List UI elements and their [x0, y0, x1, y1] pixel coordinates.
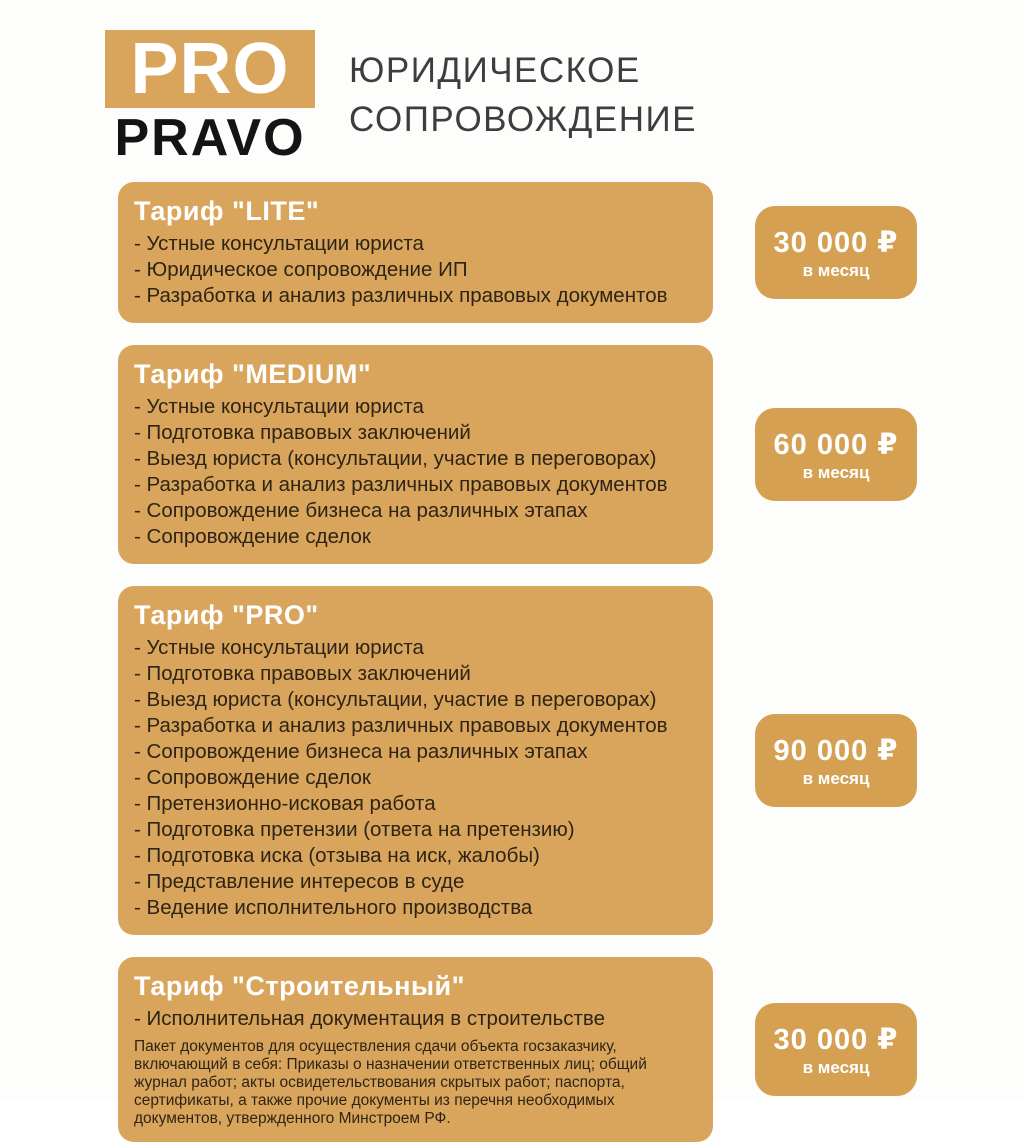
card-item: - Сопровождение сделок: [134, 766, 371, 789]
card-item: - Выезд юриста (консультации, участие в переговорах): [134, 447, 657, 470]
tariff-card-pro: [118, 586, 713, 935]
card-item: - Представление интересов в суде: [134, 870, 465, 893]
price-value: 30 000 ₽: [773, 226, 899, 259]
price-badge-stroitelny: [755, 1003, 917, 1096]
price-value: 30 000 ₽: [773, 1023, 899, 1056]
card-item: - Выезд юриста (консультации, участие в переговорах): [134, 688, 657, 711]
header: [0, 0, 1025, 167]
card-item: - Подготовка иска (отзыва на иск, жалобы): [134, 844, 540, 867]
tariff-card-stroitelny: [118, 957, 713, 1142]
logo: [105, 29, 315, 167]
page-title-line1: ЮРИДИЧЕСКОЕ: [349, 51, 641, 90]
price-period: в месяц: [802, 260, 870, 280]
card-title: Тариф "LITE": [134, 196, 320, 226]
card-item: - Разработка и анализ различных правовых документов: [134, 714, 668, 737]
card-item: - Сопровождение бизнеса на различных этапах: [134, 740, 588, 763]
card-item: - Юридическое сопровождение ИП: [134, 258, 468, 281]
card-item: - Устные консультации юриста: [134, 232, 424, 255]
card-note: Пакет документов для осуществления сдачи объекта госзаказчику, включающий в себя: Приказы о назначении ответственных лиц; общий журнал работ; акты освидетельствования скрытых работ; паспорта, сертификаты, а также прочие документы из перечня необходимых документов, утвержденного Минстроем РФ.: [134, 1038, 647, 1127]
tariff-row-pro: [118, 586, 1025, 935]
logo-name: PRAVO: [114, 109, 306, 167]
card-title: Тариф "Строительный": [134, 971, 465, 1001]
page-title-line2: СОПРОВОЖДЕНИЕ: [349, 100, 697, 139]
card-item: - Устные консультации юриста: [134, 395, 424, 418]
card-item: - Разработка и анализ различных правовых документов: [134, 473, 668, 496]
card-items: [134, 1006, 697, 1032]
tariff-card-medium: [118, 345, 713, 564]
price-period: в месяц: [802, 768, 870, 788]
card-items: [134, 231, 697, 309]
card-item: - Сопровождение бизнеса на различных этапах: [134, 499, 588, 522]
tariff-row-lite: [118, 182, 1025, 323]
card-item: - Сопровождение сделок: [134, 525, 371, 548]
card-item: - Разработка и анализ различных правовых документов: [134, 284, 668, 307]
card-item: - Подготовка правовых заключений: [134, 662, 471, 685]
card-title: Тариф "MEDIUM": [134, 359, 372, 389]
card-item: - Подготовка претензии (ответа на претензию): [134, 818, 575, 841]
logo-mark: PRO: [105, 30, 315, 108]
tariff-list: [0, 164, 1025, 1142]
card-item: - Ведение исполнительного производства: [134, 896, 533, 919]
tariff-row-stroitelny: [118, 957, 1025, 1142]
price-badge-pro: [755, 714, 917, 807]
tariff-card-lite: [118, 182, 713, 323]
card-items: [134, 635, 697, 921]
card-item: - Претензионно-исковая работа: [134, 792, 436, 815]
card-item: - Устные консультации юриста: [134, 636, 424, 659]
price-badge-lite: [755, 206, 917, 299]
page-title: [349, 30, 697, 164]
price-value: 90 000 ₽: [773, 734, 899, 767]
card-items: [134, 394, 697, 550]
card-item: - Исполнительная документация в строительстве: [134, 1007, 605, 1030]
price-period: в месяц: [802, 462, 870, 482]
price-badge-medium: [755, 408, 917, 501]
price-value: 60 000 ₽: [773, 428, 899, 461]
card-item: - Подготовка правовых заключений: [134, 421, 471, 444]
tariff-row-medium: [118, 345, 1025, 564]
card-title: Тариф "PRO": [134, 600, 319, 630]
price-period: в месяц: [802, 1057, 870, 1077]
